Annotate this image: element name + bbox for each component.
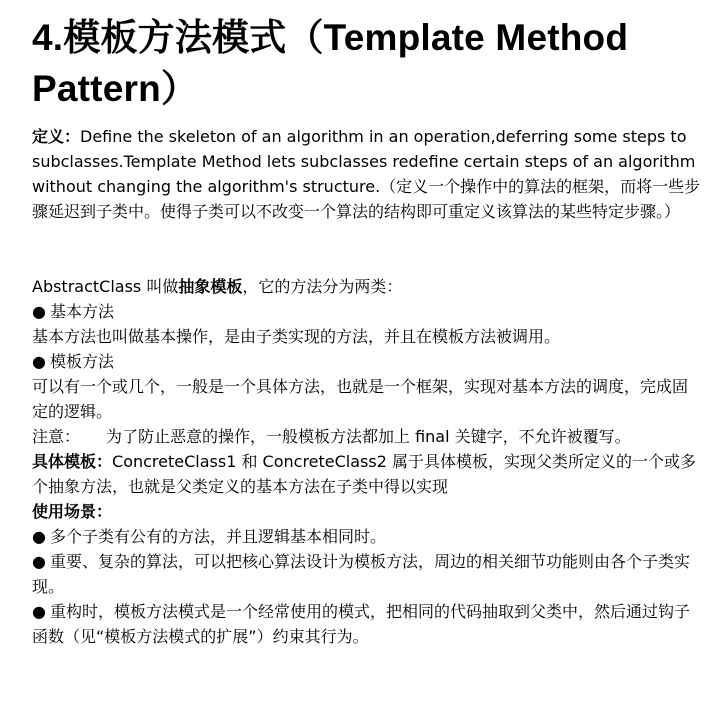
scenario-item-text: 重构时，模板方法模式是一个经常使用的模式，把相同的代码抽取到父类中，然后通过钩子函数（见“模板方法模式的扩展”）约束其行为。 [32,602,691,646]
abstract-template-term: 抽象模板 [178,277,243,296]
bullet-icon: ● [32,302,46,321]
abstract-intro-suffix: ，它的方法分为两类： [242,277,403,296]
template-method-heading-text: 模板方法 [50,352,115,371]
bullet-icon: ● [32,527,46,546]
concrete-template-text: ConcreteClass1 和 ConcreteClass2 属于具体模板，实现父类所定义的一个或多个抽象方法，也就是父类定义的基本方法在子类中得以实现 [32,452,696,496]
note-text: 为了防止恶意的操作，一般模板方法都加上 final 关键字，不允许被覆写。 [106,427,631,446]
page-title: 4.模板方法模式（Template Method Pattern） [32,17,629,109]
definition-label: 定义： [32,127,81,146]
basic-method-heading-text: 基本方法 [50,302,115,321]
basic-method-heading [32,299,702,324]
concrete-template-paragraph [32,449,702,499]
bullet-icon: ● [32,552,46,571]
bullet-icon: ● [32,602,46,621]
scenarios-heading: 使用场景： [32,502,113,521]
bullet-icon: ● [32,352,46,371]
template-method-heading [32,349,702,374]
definition-paragraph [32,124,702,224]
scenario-item [32,524,702,549]
template-method-text: 可以有一个或几个，一般是一个具体方法，也就是一个框架，实现对基本方法的调度，完成固定的逻辑。 [32,377,689,421]
note-label: 注意： [32,427,81,446]
scenario-item-text: 重要、复杂的算法，可以把核心算法设计为模板方法，周边的相关细节功能则由各个子类实现。 [32,552,691,596]
note-paragraph [32,424,702,449]
basic-method-text: 基本方法也叫做基本操作，是由子类实现的方法，并且在模板方法被调用。 [32,327,561,346]
abstract-intro-prefix: AbstractClass 叫做 [32,277,179,296]
scenario-item [32,599,702,649]
scenario-item-text: 多个子类有公有的方法，并且逻辑基本相同时。 [50,527,387,546]
definition-text: Define the skeleton of an algorithm in an operation,deferring some steps to subclasses.Template Method lets subclasses redefine certain steps of an algorithm without changing the algorithm's structure.（定义一个操作中的算法的框架，而将一些步骤延迟到子类中。使得子类可以不改变一个算法的结构即可重定义该算法的某些特定步骤。） [32,127,701,221]
section-spacer [32,224,702,274]
scenario-item [32,549,702,599]
abstract-class-intro [32,274,702,299]
concrete-template-label: 具体模板： [32,452,113,471]
